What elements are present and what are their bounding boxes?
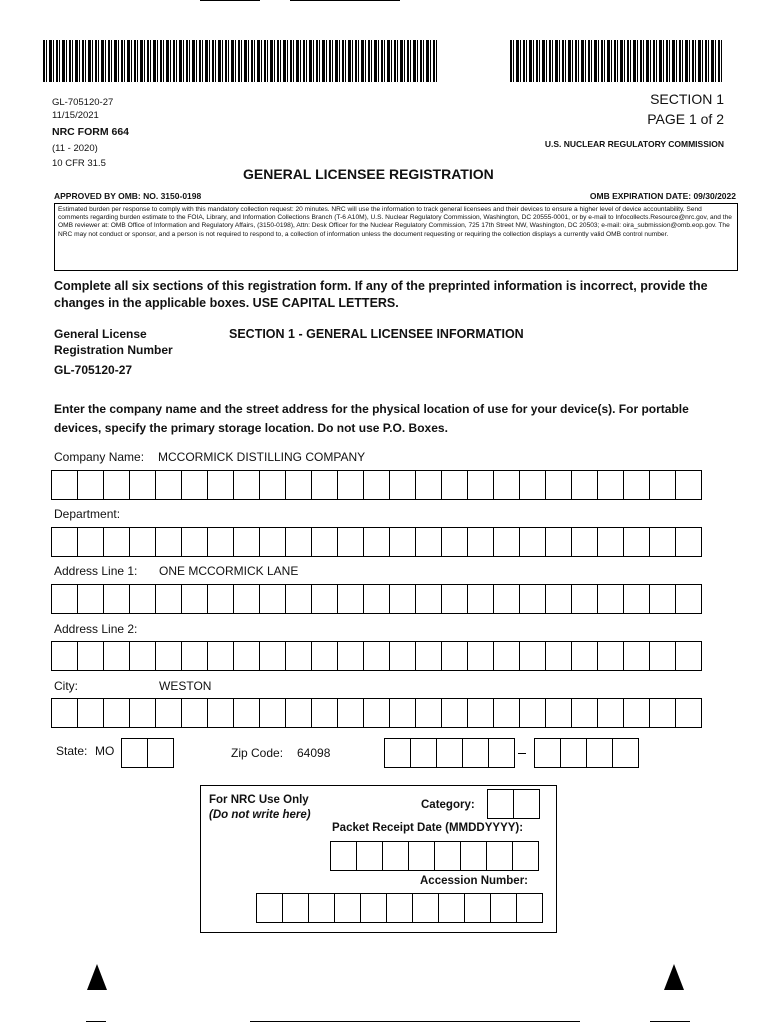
section-heading: SECTION 1 - GENERAL LICENSEE INFORMATION bbox=[229, 327, 524, 341]
doc-date: 11/15/2021 bbox=[52, 110, 99, 121]
zip-dash bbox=[518, 753, 526, 754]
nrc-use-label: For NRC Use Only bbox=[209, 794, 309, 806]
registration-mark-right bbox=[664, 964, 684, 990]
zip-code-field[interactable] bbox=[384, 738, 515, 768]
packet-receipt-date-field[interactable] bbox=[330, 841, 539, 871]
state-value: MO bbox=[95, 744, 115, 758]
bottom-edge-line-2 bbox=[250, 1021, 580, 1022]
zip-value: 64098 bbox=[297, 746, 331, 760]
omb-expiration: OMB EXPIRATION DATE: 09/30/2022 bbox=[589, 191, 736, 201]
doc-id: GL-705120-27 bbox=[52, 97, 114, 108]
section-number: SECTION 1 bbox=[650, 91, 724, 107]
address1-value: ONE MCCORMICK LANE bbox=[159, 564, 299, 578]
packet-receipt-label: Packet Receipt Date (MMDDYYYY): bbox=[332, 822, 524, 834]
instructions: Complete all six sections of this registration form. If any of the preprinted information is incorrect, provide the changes in the applicable boxes. USE CAPITAL LETTERS. bbox=[54, 279, 708, 310]
burden-notice: Estimated burden per response to comply with this mandatory collection request: 20 minutes. NRC will use the information to track general licensees and their devices to ensure a higher level of device accountability. Send comments regarding burden estimate to the FOIA, Library, and Information Collections Branch (T-6 A10M), U.S. Nuclear Regulatory Commission, Washington, DC 20555-0001, or by e-mail to Infocollects.Resource@nrc.gov, and the OMB reviewer at: OMB Office of Information and Regulatory Affairs, (3150-0198), Attn: Desk Officer for the Nuclear Regulatory Commission, 725 17th Street NW, Washington, DC 20503; e-mail: oira_submission@omb.eop.gov. The NRC may not conduct or sponsor, and a person is not required to respond to, a collection of information unless the document requesting or requiring the collection displays a currently valid OMB control number. bbox=[54, 203, 738, 271]
form-title: GENERAL LICENSEE REGISTRATION bbox=[243, 166, 494, 182]
bottom-edge-line bbox=[86, 1021, 106, 1022]
address2-label: Address Line 2: bbox=[54, 622, 138, 636]
gl-label-2: Registration Number bbox=[54, 343, 173, 357]
department-label: Department: bbox=[54, 507, 121, 521]
company-value: MCCORMICK DISTILLING COMPANY bbox=[158, 450, 366, 464]
state-label: State: bbox=[56, 744, 88, 758]
page-number: PAGE 1 of 2 bbox=[647, 111, 724, 127]
registration-mark-left bbox=[87, 964, 107, 990]
category-field[interactable] bbox=[487, 789, 540, 819]
accession-label: Accession Number: bbox=[420, 875, 529, 887]
category-label: Category: bbox=[421, 799, 475, 811]
agency-name: U.S. NUCLEAR REGULATORY COMMISSION bbox=[544, 139, 724, 149]
address-line-1-field[interactable] bbox=[51, 584, 702, 614]
city-label: City: bbox=[54, 679, 78, 693]
form-rev: (11 - 2020) bbox=[52, 143, 98, 154]
address-instructions: Enter the company name and the street address for the physical location of use for your device(s). For portable devices, specify the primary storage location. Do not use P.O. Boxes. bbox=[54, 402, 689, 435]
company-label: Company Name: bbox=[54, 450, 145, 464]
bottom-edge-line-3 bbox=[650, 1021, 690, 1022]
address1-label: Address Line 1: bbox=[54, 564, 138, 578]
gl-number: GL-705120-27 bbox=[54, 363, 133, 377]
cfr-reference: 10 CFR 31.5 bbox=[52, 158, 106, 169]
top-edge-line-2 bbox=[290, 0, 400, 1]
nrc-use-note: (Do not write here) bbox=[209, 809, 311, 821]
top-edge-line bbox=[200, 0, 260, 1]
barcode-left bbox=[43, 40, 437, 82]
gl-label-1: General License bbox=[54, 327, 147, 341]
city-field[interactable] bbox=[51, 698, 702, 728]
city-value: WESTON bbox=[159, 679, 212, 693]
zip-plus-four-field[interactable] bbox=[534, 738, 639, 768]
nrc-use-only-box bbox=[200, 785, 557, 933]
company-name-field[interactable] bbox=[51, 470, 702, 500]
accession-number-field[interactable] bbox=[256, 893, 543, 923]
state-field[interactable] bbox=[121, 738, 174, 768]
omb-approval: APPROVED BY OMB: NO. 3150-0198 bbox=[54, 191, 202, 201]
address-line-2-field[interactable] bbox=[51, 641, 702, 671]
zip-label: Zip Code: bbox=[231, 746, 284, 760]
form-name: NRC FORM 664 bbox=[52, 126, 130, 138]
barcode-right bbox=[510, 40, 722, 82]
department-field[interactable] bbox=[51, 527, 702, 557]
